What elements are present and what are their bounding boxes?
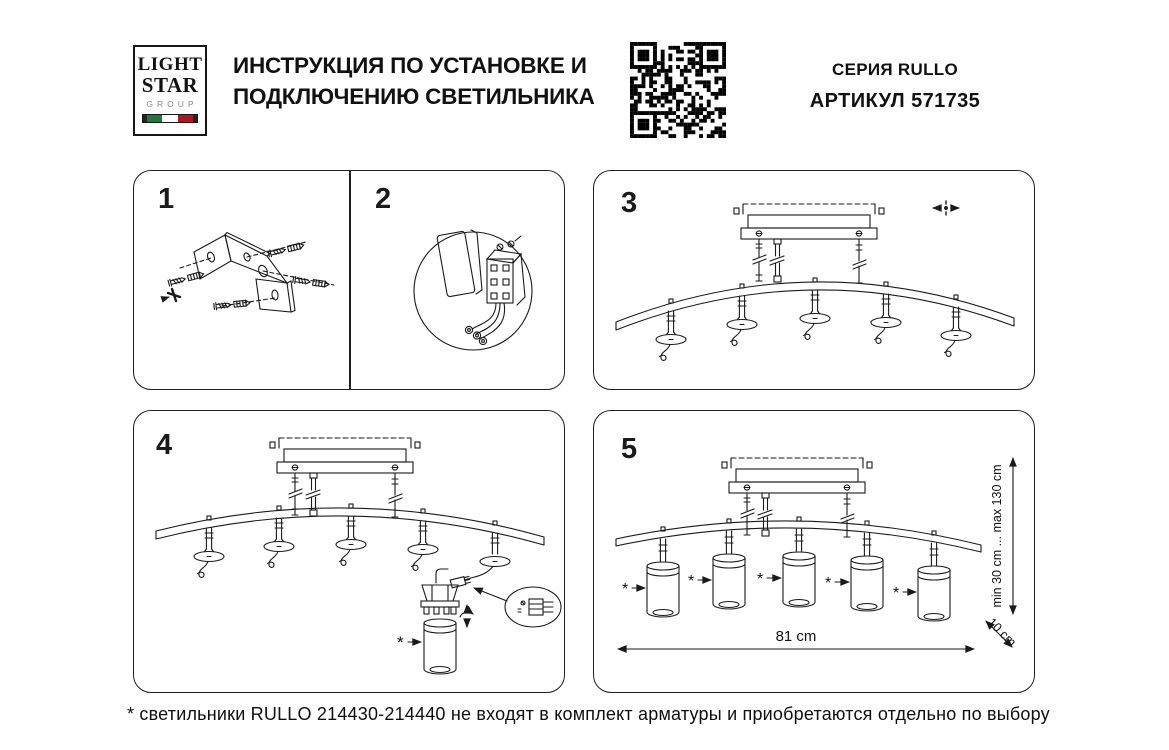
frame-suspension-diagram [594, 171, 1036, 391]
logo-group: GROUP [146, 99, 198, 109]
bracket-mounting-diagram [134, 171, 350, 391]
height-dimension-label: min 30 cm ... max 130 cm [990, 464, 1004, 608]
step-4-number: 4 [156, 429, 173, 461]
shade-connection-diagram [134, 411, 566, 694]
step-3-number: 3 [621, 187, 638, 219]
push-turn-icon [460, 605, 473, 627]
phillips-screw-icon [163, 289, 180, 301]
terminal-detail-bubble [505, 587, 561, 627]
wiring-detail-diagram [350, 171, 566, 391]
page-title [233, 50, 595, 112]
step-1-number: 1 [158, 183, 175, 215]
footnote: * светильники RULLO 214430-214440 не входят в комплект арматуры и приобретаются отдельно по выбору [127, 704, 1050, 724]
asterisk-marker: * [397, 633, 404, 652]
logo-star: STAR [141, 73, 199, 97]
width-dimension-label: 81 cm [775, 628, 817, 645]
title-line-2: ПОДКЛЮЧЕНИЮ СВЕТИЛЬНИКА [233, 84, 595, 109]
asterisk-marker: * [757, 571, 764, 588]
asterisk-marker: * [688, 573, 695, 590]
final-assembly-diagram [594, 411, 1036, 694]
step-2-number: 2 [375, 183, 392, 215]
step-5-number: 5 [621, 433, 638, 465]
panel-step-5 [593, 410, 1035, 693]
lightstar-logo [133, 45, 207, 136]
article-label: АРТИКУЛ 571735 [809, 90, 981, 112]
panel-step-3 [593, 170, 1035, 390]
italian-flag-bar [142, 114, 198, 123]
depth-dimension-label: 10 cm [984, 615, 1019, 650]
panel-steps-1-2 [133, 170, 565, 390]
title-line-1: ИНСТРУКЦИЯ ПО УСТАНОВКЕ И [233, 53, 587, 78]
asterisk-marker: * [893, 585, 900, 602]
qr-code-icon [630, 42, 726, 138]
asterisk-marker: * [622, 581, 629, 598]
panel-step-4 [133, 410, 565, 693]
adjust-screw-icon [933, 201, 959, 215]
asterisk-marker: * [825, 575, 832, 592]
series-label: СЕРИЯ RULLO [832, 60, 958, 79]
series-block [785, 60, 1005, 113]
logo-light: LIGHT [137, 54, 203, 75]
